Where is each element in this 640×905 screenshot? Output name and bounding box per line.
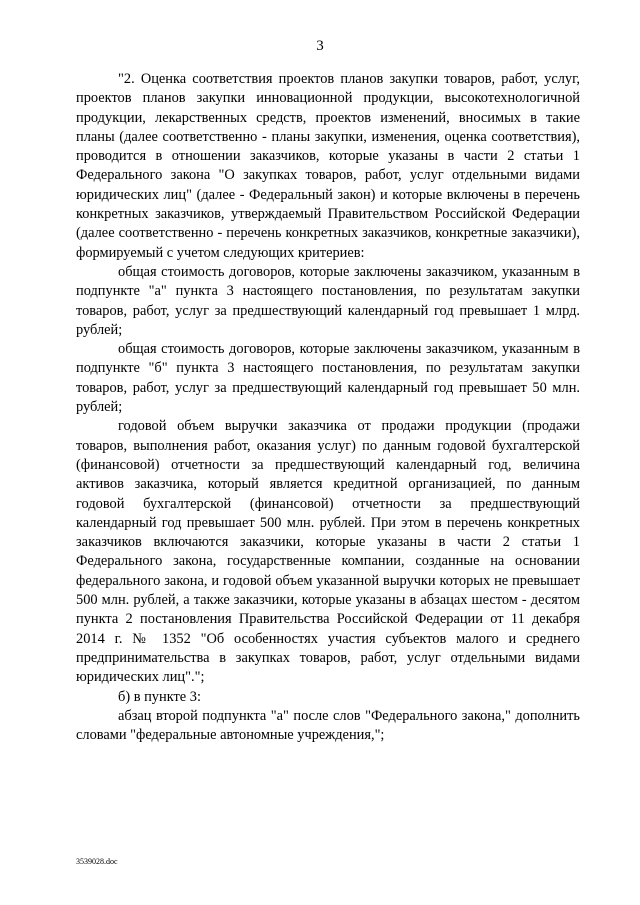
paragraph-criterion-revenue: годовой объем выручки заказчика от продажи продукции (продажи товаров, выполнения работ, оказания услуг) по данным годовой бухгалтерской (финансовой) отчетности за предшествующий календарный год, величина активов заказчика, который является кредитной организацией, по данным годовой бухгалтерской (финансовой) отчетности за предшествующий календарный год превышает 500 млн. рублей. При этом в перечень конкретных заказчиков включаются заказчики, которые указаны в части 2 статьи 1 Федерального закона, государственные компании, созданные на основании федерального закона, и годовой объем указанной выручки которых не превышает 500 млн. рублей, а также заказчики, которые указаны в абзацах шестом - десятом пункта 2 постановления Правительства Российской Федерации от 11 декабря 2014 г. № 1352 "Об особенностях участия субъектов малого и среднего предпринимательства в закупках товаров, работ, услуг отдельными видами юридических лиц".";: [76, 418, 580, 686]
document-body: [76, 70, 580, 745]
page-number: 3: [316, 38, 324, 54]
paragraph-assessment-intro: "2. Оценка соответствия проектов планов закупки товаров, работ, услуг, проектов планов закупки инновационной продукции, высокотехнологичной продукции, лекарственных средств, проектов изменений, вносимых в такие планы (далее соответственно - планы закупки, изменения, оценка соответствия), проводится в отношении заказчиков, которые указаны в части 2 статьи 1 Федерального закона "О закупках товаров, работ, услуг отдельными видами юридических лиц" (далее - Федеральный закон) и которые включены в перечень конкретных заказчиков, утверждаемый Правительством Российской Федерации (далее соответственно - перечень конкретных заказчиков, конкретные заказчики), формируемый с учетом следующих критериев:: [76, 71, 580, 261]
paragraph-criterion-1-billion: общая стоимость договоров, которые заключены заказчиком, указанным в подпункте "а" пункта 3 настоящего постановления, по результатам закупки товаров, работ, услуг за предшествующий календарный год превышает 1 млрд. рублей;: [76, 263, 580, 338]
paragraph-item-b: б) в пункте 3:: [118, 688, 201, 705]
paragraph-amendment: абзац второй подпункта "а" после слов "Федерального закона," дополнить словами "федеральные автономные учреждения,";: [76, 707, 580, 744]
document-file-code: 3539028.doc: [76, 857, 118, 866]
paragraph-criterion-50-million: общая стоимость договоров, которые заключены заказчиком, указанным в подпункте "б" пункта 3 настоящего постановления, по результатам закупки товаров, работ, услуг за предшествующий календарный год превышает 50 млн. рублей;: [76, 341, 580, 416]
